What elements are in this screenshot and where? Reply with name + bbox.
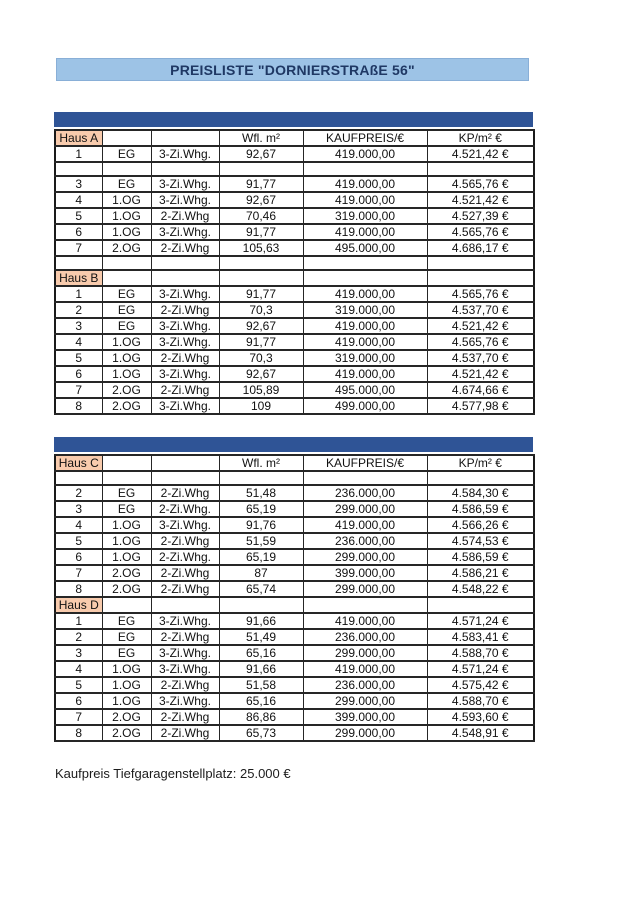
- page-title: PREISLISTE "DORNIERSTRAßE 56": [56, 58, 529, 81]
- floor-cell: EG: [102, 176, 151, 192]
- floor-cell: [102, 162, 151, 176]
- floor-cell: EG: [102, 318, 151, 334]
- data-row: [55, 725, 534, 741]
- price-per-sqm-cell: 4.565,76 €: [427, 334, 534, 350]
- apartment-type-cell: 3-Zi.Whg.: [151, 334, 219, 350]
- price-per-sqm-cell: [427, 471, 534, 485]
- unit-number-cell: 8: [55, 725, 102, 741]
- unit-number-cell: 2: [55, 629, 102, 645]
- column-header: KP/m² €: [427, 130, 534, 146]
- apartment-type-cell: 2-Zi.Whg: [151, 725, 219, 741]
- floor-cell: 2.OG: [102, 382, 151, 398]
- apartment-type-cell: 2-Zi.Whg: [151, 677, 219, 693]
- price-per-sqm-cell: 4.586,59 €: [427, 501, 534, 517]
- apartment-type-cell: 2-Zi.Whg: [151, 208, 219, 224]
- data-row: [55, 350, 534, 366]
- apartment-type-cell: 2-Zi.Whg.: [151, 501, 219, 517]
- purchase-price-cell: 495.000,00: [303, 240, 427, 256]
- unit-number-cell: 7: [55, 709, 102, 725]
- unit-number-cell: [55, 256, 102, 270]
- floor-cell: 1.OG: [102, 517, 151, 533]
- price-per-sqm-cell: 4.586,59 €: [427, 549, 534, 565]
- data-row: [55, 549, 534, 565]
- floor-cell: EG: [102, 613, 151, 629]
- unit-number-cell: [55, 162, 102, 176]
- floor-cell: 1.OG: [102, 533, 151, 549]
- data-row: [55, 240, 534, 256]
- apartment-type-cell: 2-Zi.Whg: [151, 629, 219, 645]
- area-sqm-cell: 92,67: [219, 366, 303, 382]
- price-per-sqm-cell: 4.537,70 €: [427, 350, 534, 366]
- column-header: Wfl. m²: [219, 455, 303, 471]
- unit-number-cell: 5: [55, 208, 102, 224]
- purchase-price-cell: 419.000,00: [303, 661, 427, 677]
- purchase-price-cell: 299.000,00: [303, 645, 427, 661]
- price-per-sqm-cell: 4.588,70 €: [427, 693, 534, 709]
- purchase-price-cell: 319.000,00: [303, 350, 427, 366]
- unit-number-cell: [55, 471, 102, 485]
- floor-cell: [102, 597, 151, 613]
- floor-cell: EG: [102, 645, 151, 661]
- data-row: [55, 693, 534, 709]
- column-header: KAUFPREIS/€: [303, 455, 427, 471]
- floor-cell: 1.OG: [102, 549, 151, 565]
- area-sqm-cell: 105,89: [219, 382, 303, 398]
- data-row: [55, 501, 534, 517]
- price-per-sqm-cell: 4.593,60 €: [427, 709, 534, 725]
- unit-number-cell: 8: [55, 581, 102, 597]
- floor-cell: [102, 270, 151, 286]
- purchase-price-cell: 236.000,00: [303, 629, 427, 645]
- floor-cell: 2.OG: [102, 709, 151, 725]
- price-per-sqm-cell: 4.686,17 €: [427, 240, 534, 256]
- data-row: [55, 629, 534, 645]
- area-sqm-cell: [219, 597, 303, 613]
- unit-number-cell: 3: [55, 645, 102, 661]
- unit-number-cell: 5: [55, 350, 102, 366]
- purchase-price-cell: 495.000,00: [303, 382, 427, 398]
- area-sqm-cell: [219, 162, 303, 176]
- area-sqm-cell: 91,77: [219, 286, 303, 302]
- unit-number-cell: 6: [55, 693, 102, 709]
- column-header: [151, 455, 219, 471]
- floor-cell: 1.OG: [102, 192, 151, 208]
- price-per-sqm-cell: 4.571,24 €: [427, 613, 534, 629]
- haus-row: [55, 597, 534, 613]
- purchase-price-cell: 399.000,00: [303, 709, 427, 725]
- unit-number-cell: 4: [55, 661, 102, 677]
- area-sqm-cell: 92,67: [219, 192, 303, 208]
- purchase-price-cell: 236.000,00: [303, 677, 427, 693]
- apartment-type-cell: 2-Zi.Whg: [151, 581, 219, 597]
- data-row: [55, 565, 534, 581]
- header-row: [55, 130, 534, 146]
- haus-label: Haus B: [55, 270, 102, 286]
- unit-number-cell: 6: [55, 366, 102, 382]
- area-sqm-cell: 91,66: [219, 613, 303, 629]
- apartment-type-cell: 3-Zi.Whg.: [151, 693, 219, 709]
- table-top-band: [54, 437, 533, 452]
- purchase-price-cell: 399.000,00: [303, 565, 427, 581]
- price-per-sqm-cell: [427, 256, 534, 270]
- haus-label: Haus D: [55, 597, 102, 613]
- column-header: [102, 455, 151, 471]
- apartment-type-cell: [151, 256, 219, 270]
- apartment-type-cell: 2-Zi.Whg: [151, 350, 219, 366]
- price-per-sqm-cell: 4.674,66 €: [427, 382, 534, 398]
- apartment-type-cell: 2-Zi.Whg.: [151, 549, 219, 565]
- floor-cell: 2.OG: [102, 565, 151, 581]
- floor-cell: 1.OG: [102, 366, 151, 382]
- unit-number-cell: 4: [55, 517, 102, 533]
- unit-number-cell: 7: [55, 240, 102, 256]
- floor-cell: 1.OG: [102, 661, 151, 677]
- header-row: [55, 455, 534, 471]
- floor-cell: 2.OG: [102, 240, 151, 256]
- data-row: [55, 366, 534, 382]
- floor-cell: EG: [102, 286, 151, 302]
- floor-cell: 2.OG: [102, 725, 151, 741]
- purchase-price-cell: 299.000,00: [303, 725, 427, 741]
- area-sqm-cell: 109: [219, 398, 303, 414]
- data-row: [55, 208, 534, 224]
- garage-price-note: Kaufpreis Tiefgaragenstellplatz: 25.000 €: [55, 766, 291, 781]
- unit-number-cell: 5: [55, 533, 102, 549]
- price-per-sqm-cell: 4.521,42 €: [427, 318, 534, 334]
- area-sqm-cell: 65,19: [219, 549, 303, 565]
- data-row: [55, 645, 534, 661]
- purchase-price-cell: 299.000,00: [303, 549, 427, 565]
- area-sqm-cell: [219, 256, 303, 270]
- apartment-type-cell: [151, 471, 219, 485]
- purchase-price-cell: 419.000,00: [303, 286, 427, 302]
- apartment-type-cell: 2-Zi.Whg: [151, 382, 219, 398]
- purchase-price-cell: 236.000,00: [303, 485, 427, 501]
- area-sqm-cell: 91,77: [219, 334, 303, 350]
- apartment-type-cell: 2-Zi.Whg: [151, 533, 219, 549]
- column-header: Wfl. m²: [219, 130, 303, 146]
- data-row: [55, 661, 534, 677]
- area-sqm-cell: 65,74: [219, 581, 303, 597]
- unit-number-cell: 5: [55, 677, 102, 693]
- purchase-price-cell: [303, 162, 427, 176]
- price-per-sqm-cell: 4.566,26 €: [427, 517, 534, 533]
- apartment-type-cell: 3-Zi.Whg.: [151, 286, 219, 302]
- area-sqm-cell: 51,48: [219, 485, 303, 501]
- purchase-price-cell: 236.000,00: [303, 533, 427, 549]
- unit-number-cell: 3: [55, 501, 102, 517]
- area-sqm-cell: 105,63: [219, 240, 303, 256]
- unit-number-cell: 4: [55, 334, 102, 350]
- floor-cell: 1.OG: [102, 224, 151, 240]
- apartment-type-cell: 3-Zi.Whg.: [151, 645, 219, 661]
- price-table-haus-a-b: [54, 112, 533, 415]
- purchase-price-cell: 419.000,00: [303, 366, 427, 382]
- apartment-type-cell: 3-Zi.Whg.: [151, 224, 219, 240]
- area-sqm-cell: 65,19: [219, 501, 303, 517]
- floor-cell: EG: [102, 629, 151, 645]
- unit-number-cell: 3: [55, 318, 102, 334]
- purchase-price-cell: 319.000,00: [303, 302, 427, 318]
- area-sqm-cell: 65,16: [219, 693, 303, 709]
- data-row: [55, 334, 534, 350]
- unit-number-cell: 2: [55, 302, 102, 318]
- apartment-type-cell: [151, 597, 219, 613]
- area-sqm-cell: 70,3: [219, 350, 303, 366]
- data-row: [55, 318, 534, 334]
- floor-cell: 1.OG: [102, 350, 151, 366]
- area-sqm-cell: 87: [219, 565, 303, 581]
- floor-cell: EG: [102, 485, 151, 501]
- price-per-sqm-cell: 4.574,53 €: [427, 533, 534, 549]
- haus-label: Haus C: [55, 455, 102, 471]
- area-sqm-cell: 70,46: [219, 208, 303, 224]
- floor-cell: 1.OG: [102, 693, 151, 709]
- area-sqm-cell: 92,67: [219, 318, 303, 334]
- data-row: [55, 382, 534, 398]
- purchase-price-cell: 419.000,00: [303, 176, 427, 192]
- price-per-sqm-cell: [427, 270, 534, 286]
- floor-cell: 1.OG: [102, 208, 151, 224]
- data-row: [55, 146, 534, 162]
- apartment-type-cell: 2-Zi.Whg: [151, 485, 219, 501]
- data-row: [55, 485, 534, 501]
- data-row: [55, 176, 534, 192]
- floor-cell: 2.OG: [102, 581, 151, 597]
- price-per-sqm-cell: 4.565,76 €: [427, 176, 534, 192]
- price-per-sqm-cell: 4.571,24 €: [427, 661, 534, 677]
- haus-label: Haus A: [55, 130, 102, 146]
- price-per-sqm-cell: 4.575,42 €: [427, 677, 534, 693]
- apartment-type-cell: 3-Zi.Whg.: [151, 517, 219, 533]
- empty-row: [55, 162, 534, 176]
- haus-row: [55, 270, 534, 286]
- area-sqm-cell: 91,77: [219, 176, 303, 192]
- price-per-sqm-cell: 4.586,21 €: [427, 565, 534, 581]
- area-sqm-cell: 70,3: [219, 302, 303, 318]
- apartment-type-cell: 3-Zi.Whg.: [151, 366, 219, 382]
- floor-cell: [102, 256, 151, 270]
- price-table: [54, 129, 535, 415]
- unit-number-cell: 6: [55, 224, 102, 240]
- area-sqm-cell: 91,66: [219, 661, 303, 677]
- price-per-sqm-cell: 4.521,42 €: [427, 192, 534, 208]
- unit-number-cell: 7: [55, 565, 102, 581]
- column-header: [151, 130, 219, 146]
- price-per-sqm-cell: 4.548,22 €: [427, 581, 534, 597]
- unit-number-cell: 7: [55, 382, 102, 398]
- unit-number-cell: 1: [55, 146, 102, 162]
- area-sqm-cell: 65,73: [219, 725, 303, 741]
- unit-number-cell: 6: [55, 549, 102, 565]
- area-sqm-cell: [219, 270, 303, 286]
- area-sqm-cell: 91,77: [219, 224, 303, 240]
- apartment-type-cell: 2-Zi.Whg: [151, 302, 219, 318]
- column-header: KAUFPREIS/€: [303, 130, 427, 146]
- purchase-price-cell: [303, 270, 427, 286]
- data-row: [55, 302, 534, 318]
- floor-cell: [102, 471, 151, 485]
- data-row: [55, 398, 534, 414]
- price-per-sqm-cell: 4.583,41 €: [427, 629, 534, 645]
- empty-row: [55, 256, 534, 270]
- price-per-sqm-cell: 4.565,76 €: [427, 224, 534, 240]
- empty-row: [55, 471, 534, 485]
- data-row: [55, 709, 534, 725]
- unit-number-cell: 4: [55, 192, 102, 208]
- apartment-type-cell: [151, 270, 219, 286]
- apartment-type-cell: 3-Zi.Whg.: [151, 318, 219, 334]
- purchase-price-cell: 299.000,00: [303, 501, 427, 517]
- apartment-type-cell: 3-Zi.Whg.: [151, 192, 219, 208]
- price-table-haus-c-d: [54, 437, 533, 742]
- unit-number-cell: 1: [55, 286, 102, 302]
- purchase-price-cell: 419.000,00: [303, 517, 427, 533]
- price-per-sqm-cell: 4.527,39 €: [427, 208, 534, 224]
- apartment-type-cell: 3-Zi.Whg.: [151, 613, 219, 629]
- apartment-type-cell: 3-Zi.Whg.: [151, 398, 219, 414]
- price-table: [54, 454, 535, 742]
- area-sqm-cell: 51,49: [219, 629, 303, 645]
- data-row: [55, 286, 534, 302]
- purchase-price-cell: 299.000,00: [303, 581, 427, 597]
- purchase-price-cell: 419.000,00: [303, 146, 427, 162]
- price-per-sqm-cell: 4.565,76 €: [427, 286, 534, 302]
- price-per-sqm-cell: 4.548,91 €: [427, 725, 534, 741]
- price-per-sqm-cell: [427, 597, 534, 613]
- data-row: [55, 581, 534, 597]
- area-sqm-cell: 91,76: [219, 517, 303, 533]
- column-header: KP/m² €: [427, 455, 534, 471]
- unit-number-cell: 8: [55, 398, 102, 414]
- unit-number-cell: 1: [55, 613, 102, 629]
- area-sqm-cell: 51,59: [219, 533, 303, 549]
- area-sqm-cell: 51,58: [219, 677, 303, 693]
- apartment-type-cell: 2-Zi.Whg: [151, 709, 219, 725]
- area-sqm-cell: 86,86: [219, 709, 303, 725]
- apartment-type-cell: [151, 162, 219, 176]
- purchase-price-cell: [303, 256, 427, 270]
- apartment-type-cell: 3-Zi.Whg.: [151, 176, 219, 192]
- purchase-price-cell: 499.000,00: [303, 398, 427, 414]
- area-sqm-cell: [219, 471, 303, 485]
- data-row: [55, 677, 534, 693]
- data-row: [55, 517, 534, 533]
- purchase-price-cell: 299.000,00: [303, 693, 427, 709]
- purchase-price-cell: 419.000,00: [303, 224, 427, 240]
- unit-number-cell: 3: [55, 176, 102, 192]
- data-row: [55, 192, 534, 208]
- floor-cell: 1.OG: [102, 334, 151, 350]
- floor-cell: 2.OG: [102, 398, 151, 414]
- unit-number-cell: 2: [55, 485, 102, 501]
- purchase-price-cell: [303, 471, 427, 485]
- purchase-price-cell: 419.000,00: [303, 613, 427, 629]
- price-per-sqm-cell: [427, 162, 534, 176]
- price-per-sqm-cell: 4.537,70 €: [427, 302, 534, 318]
- purchase-price-cell: 419.000,00: [303, 334, 427, 350]
- purchase-price-cell: 419.000,00: [303, 318, 427, 334]
- column-header: [102, 130, 151, 146]
- floor-cell: EG: [102, 501, 151, 517]
- table-top-band: [54, 112, 533, 127]
- price-per-sqm-cell: 4.584,30 €: [427, 485, 534, 501]
- purchase-price-cell: 419.000,00: [303, 192, 427, 208]
- data-row: [55, 224, 534, 240]
- price-per-sqm-cell: 4.521,42 €: [427, 366, 534, 382]
- price-per-sqm-cell: 4.577,98 €: [427, 398, 534, 414]
- purchase-price-cell: 319.000,00: [303, 208, 427, 224]
- data-row: [55, 533, 534, 549]
- apartment-type-cell: 2-Zi.Whg: [151, 565, 219, 581]
- price-per-sqm-cell: 4.588,70 €: [427, 645, 534, 661]
- floor-cell: EG: [102, 302, 151, 318]
- area-sqm-cell: 92,67: [219, 146, 303, 162]
- area-sqm-cell: 65,16: [219, 645, 303, 661]
- price-per-sqm-cell: 4.521,42 €: [427, 146, 534, 162]
- floor-cell: 1.OG: [102, 677, 151, 693]
- apartment-type-cell: 2-Zi.Whg: [151, 240, 219, 256]
- apartment-type-cell: 3-Zi.Whg.: [151, 146, 219, 162]
- data-row: [55, 613, 534, 629]
- apartment-type-cell: 3-Zi.Whg.: [151, 661, 219, 677]
- purchase-price-cell: [303, 597, 427, 613]
- floor-cell: EG: [102, 146, 151, 162]
